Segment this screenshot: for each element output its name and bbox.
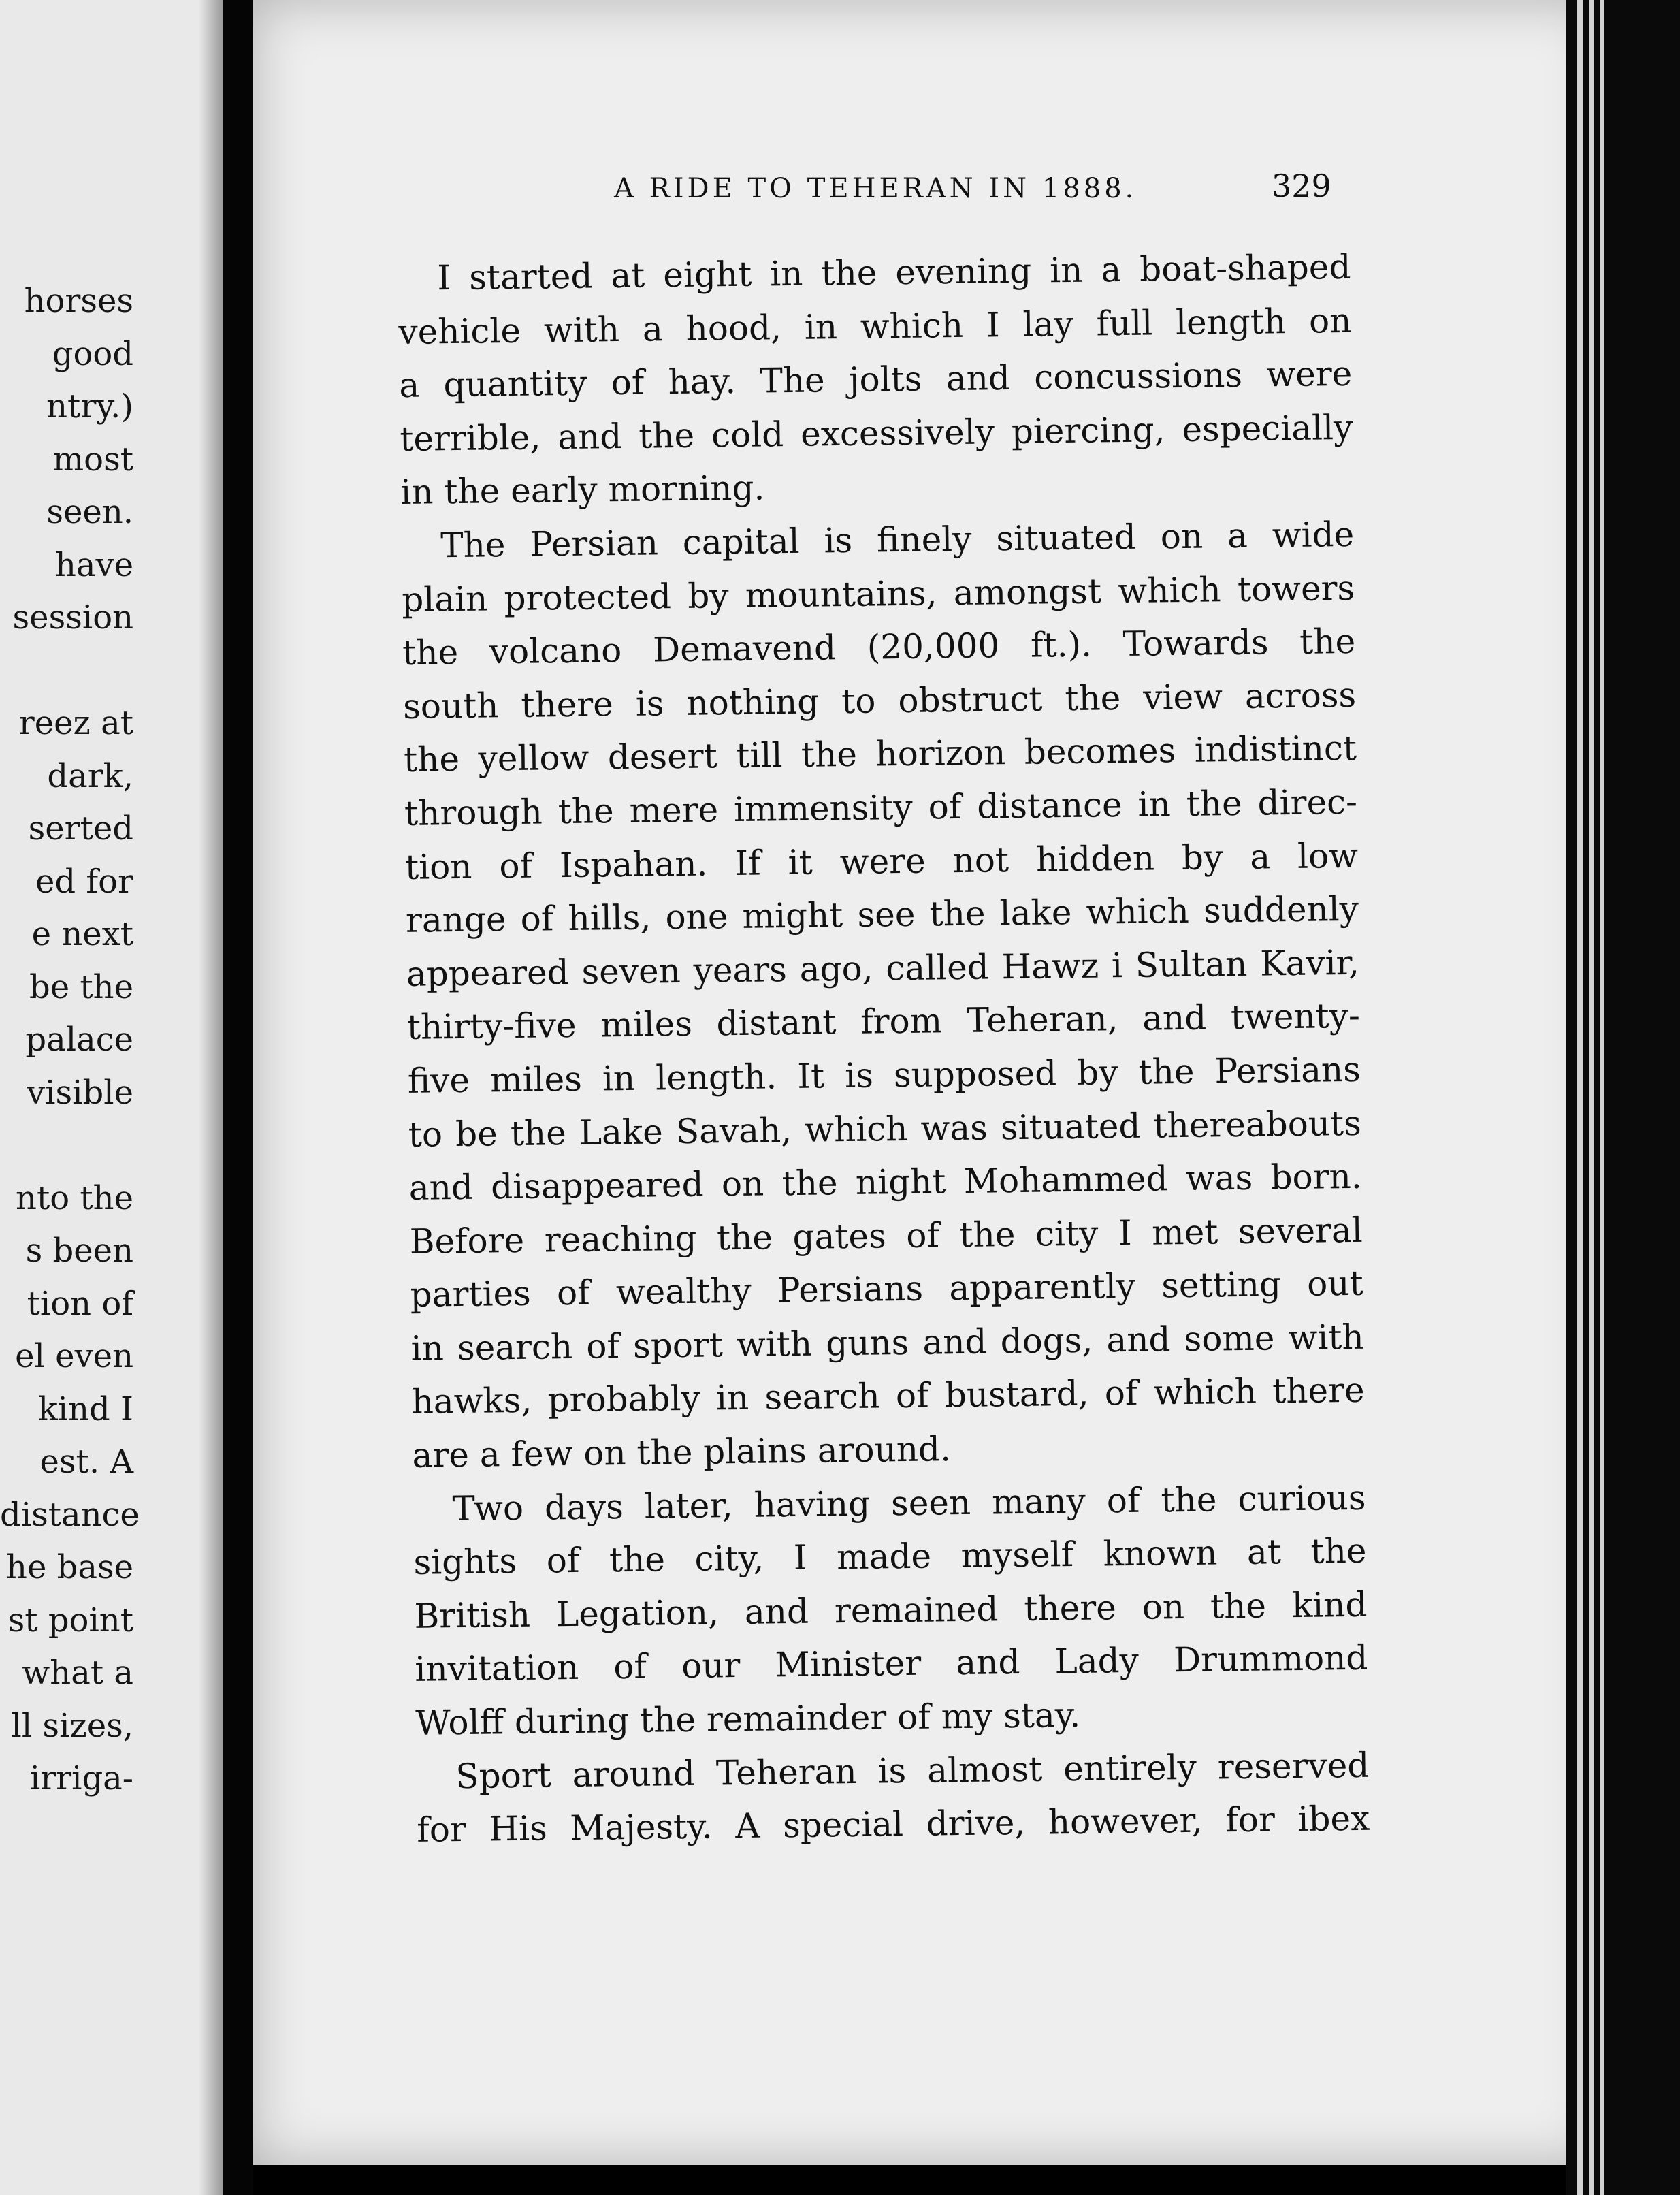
facing-page-fragment: nto the (16, 1179, 133, 1217)
text-line: hawks, probably in search of bustard, of which there (411, 1371, 1365, 1422)
running-head: A RIDE TO TEHERAN IN 1888. (614, 173, 1137, 204)
facing-page-fragment: est. A (39, 1443, 133, 1481)
text-line: are a few on the plains around. (412, 1429, 952, 1475)
facing-page-fragment: most (52, 440, 133, 479)
facing-page-fragment: session (12, 598, 133, 637)
text-line: the yellow desert till the horizon becomes indistinct (403, 728, 1357, 780)
text-line: south there is nothing to obstruct the view across (402, 675, 1357, 726)
paragraph (413, 1471, 1369, 1750)
book-page (253, 0, 1601, 2165)
facing-page-fragment: reez at (18, 704, 133, 742)
facing-page-fragment: good (52, 334, 133, 373)
book-gutter (223, 0, 253, 2195)
text-line: tion of Ispahan. If it were not hidden by a low (404, 835, 1359, 887)
text-line: the volcano Demavend (20,000 ft.). Towards the (402, 622, 1356, 673)
text-line: in the early morning. (400, 468, 765, 513)
text-line: plain protected by mountains, amongst which towers (401, 568, 1355, 620)
facing-page-fragment: what a (22, 1654, 133, 1692)
facing-page-fragment: el even (15, 1337, 133, 1375)
facing-page-fragment: ntry.) (46, 387, 133, 426)
text-line: The Persian capital is finely situated on a wide (440, 514, 1355, 566)
page-edge (1589, 0, 1594, 2195)
paragraph (401, 508, 1366, 1483)
facing-page-fragment: e next (31, 915, 133, 953)
text-line: in search of sport with guns and dogs, and some with (410, 1317, 1364, 1368)
text-line: for His Majesty. A special drive, however, for ibex (416, 1798, 1370, 1850)
text-line: Sport around Teheran is almost entirely reserved (455, 1745, 1370, 1796)
page-edge (1577, 0, 1583, 2195)
text-line: I started at eight in the evening in a boat-shaped (437, 246, 1351, 298)
page-edges-right (1566, 0, 1680, 2195)
text-line: terrible, and the cold excessively piercing, especially (400, 407, 1353, 459)
body-text (398, 240, 1370, 1857)
text-line: Before reaching the gates of the city I met several (409, 1210, 1363, 1262)
facing-page-fragment: visible (27, 1073, 133, 1112)
facing-page-fragment: serted (28, 810, 133, 848)
text-line: vehicle with a hood, in which I lay full length on (398, 300, 1352, 352)
facing-page-left (0, 0, 223, 2195)
facing-page-fragment: he base (6, 1548, 133, 1586)
facing-page-fragment: s been (25, 1232, 133, 1270)
facing-page-fragment: dark, (47, 756, 133, 795)
facing-page-fragment: palace (25, 1021, 133, 1059)
facing-page-fragment: ll sizes, (11, 1706, 133, 1745)
text-line: sights of the city, I made myself known at the (413, 1531, 1367, 1583)
text-line: Two days later, having seen many of the curious (452, 1477, 1366, 1528)
text-line: thirty-five miles distant from Teheran, and twenty- (406, 996, 1361, 1048)
page-number: 329 (1272, 167, 1331, 204)
text-line: Wolff during the remainder of my stay. (415, 1695, 1081, 1743)
text-line: a quantity of hay. The jolts and concussions were (399, 354, 1353, 406)
text-line: parties of wealthy Persians apparently setting out (410, 1264, 1363, 1315)
text-line: British Legation, and remained there on the kind (414, 1584, 1368, 1636)
facing-page-fragment: kind I (37, 1390, 133, 1428)
text-line: range of hills, one might see the lake which suddenly (405, 888, 1359, 941)
text-line: appeared seven years ago, called Hawz i Sultan Kavir, (406, 942, 1360, 994)
facing-page-text-fragments (0, 0, 140, 2195)
facing-page-fragment: distance (0, 1495, 140, 1534)
text-line: through the mere immensity of distance in the direc- (404, 782, 1358, 833)
facing-page-fragment: st point (7, 1601, 133, 1639)
paragraph (416, 1738, 1370, 1857)
text-line: to be the Lake Savah, which was situated thereabouts (408, 1103, 1362, 1155)
text-line: invitation of our Minister and Lady Drummond (415, 1638, 1368, 1690)
facing-page-fragment: have (54, 545, 133, 584)
facing-page-fragment: be the (29, 967, 133, 1006)
facing-page-fragment: horses (24, 282, 133, 320)
paragraph (398, 240, 1354, 519)
text-line: and disappeared on the night Mohammed was born. (408, 1156, 1363, 1208)
facing-page-fragment: seen. (46, 493, 133, 531)
facing-page-fragment: ed for (35, 862, 133, 901)
facing-page-fragment: tion of (27, 1284, 133, 1323)
facing-page-fragment: irriga- (29, 1759, 133, 1797)
binding-shadow (199, 0, 223, 2195)
text-line: five miles in length. It is supposed by the Persians (407, 1049, 1361, 1101)
page-edge (1600, 0, 1604, 2195)
